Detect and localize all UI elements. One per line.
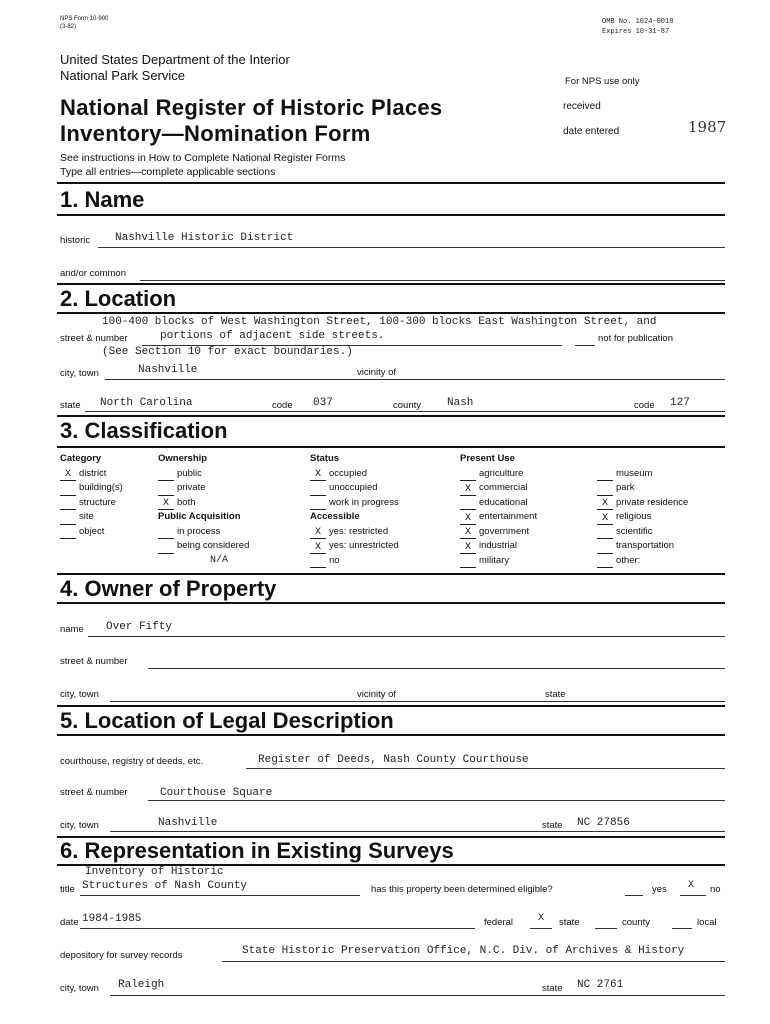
legal-state-value[interactable]: NC 27856 xyxy=(577,817,630,829)
acquisition-na: N/A xyxy=(210,554,229,566)
section-2-heading: 2. Location xyxy=(60,286,177,311)
use-transportation[interactable]: transportation xyxy=(597,539,688,554)
use-commercial[interactable]: X commercial xyxy=(460,481,537,496)
field-line xyxy=(148,668,725,669)
not-for-publication-label: not for publication xyxy=(598,333,673,344)
checkbox-line xyxy=(680,895,706,896)
checkbox-line xyxy=(530,928,552,929)
use-industrial[interactable]: X industrial xyxy=(460,539,537,554)
category-structure[interactable]: structure xyxy=(60,496,123,511)
field-line xyxy=(80,895,360,896)
divider xyxy=(57,283,725,285)
field-line xyxy=(105,379,725,380)
section-1-heading: 1. Name xyxy=(60,187,145,212)
acquisition-being-considered[interactable]: being considered xyxy=(158,539,249,554)
category-site[interactable]: site xyxy=(60,510,123,525)
present-use-column-2 xyxy=(597,452,688,568)
common-name-label: and/or common xyxy=(60,268,127,279)
field-line xyxy=(98,247,725,248)
local-level-label[interactable]: local xyxy=(697,917,717,928)
form-title: National Register of Historic Places xyxy=(60,95,443,120)
status-work-in-progress[interactable]: work in progress xyxy=(310,496,399,511)
depository-value[interactable]: State Historic Preservation Office, N.C. Div. of Archives & History xyxy=(242,945,685,957)
ownership-both[interactable]: X both xyxy=(158,496,249,511)
omb-number: OMB No. 1024-0018 xyxy=(602,18,674,26)
survey-state-label: state xyxy=(542,983,563,994)
accessible-no[interactable]: no xyxy=(310,554,399,569)
use-military[interactable]: military xyxy=(460,554,537,569)
field-line xyxy=(110,831,725,832)
owner-state-label: state xyxy=(545,689,566,700)
checkbox-line xyxy=(625,895,643,896)
street-number-label: street & number xyxy=(60,333,128,344)
county-value[interactable]: Nash xyxy=(447,397,474,409)
street-address-line-2[interactable]: portions of adjacent side streets. xyxy=(160,330,385,342)
divider xyxy=(57,705,725,707)
eligible-question: has this property been determined eligible? xyxy=(371,884,553,895)
received-label: received xyxy=(563,101,601,112)
category-header: Category xyxy=(60,453,102,464)
survey-state-value[interactable]: NC 2761 xyxy=(577,979,624,991)
divider xyxy=(57,602,725,604)
field-line xyxy=(110,995,725,996)
divider xyxy=(57,415,725,417)
legal-street-label: street & number xyxy=(60,787,128,798)
courthouse-value[interactable]: Register of Deeds, Nash County Courthouse xyxy=(258,754,529,766)
status-column xyxy=(310,452,399,568)
acquisition-in-process[interactable]: in process xyxy=(158,525,249,540)
use-museum[interactable]: museum xyxy=(597,467,688,482)
field-line xyxy=(140,280,725,281)
depository-label: depository for survey records xyxy=(60,950,183,961)
expiration-date: Expires 10-31-87 xyxy=(602,28,670,36)
field-line xyxy=(222,961,725,962)
category-column xyxy=(60,452,123,539)
state-code-value[interactable]: 037 xyxy=(313,397,333,409)
street-address-line-3[interactable]: (See Section 10 for exact boundaries.) xyxy=(102,346,353,358)
street-address-line-1[interactable]: 100-400 blocks of West Washington Street, 100-300 blocks East Washington Street, and xyxy=(102,316,657,328)
courthouse-label: courthouse, registry of deeds, etc. xyxy=(60,756,204,767)
divider xyxy=(57,734,725,736)
form-number: NPS Form 10-900 xyxy=(60,16,109,22)
handwritten-year: 1987 xyxy=(688,118,727,136)
form-subtitle: Inventory—Nomination Form xyxy=(60,121,371,146)
survey-title-line-1[interactable]: Inventory of Historic xyxy=(85,866,224,878)
category-object[interactable]: object xyxy=(60,525,123,540)
owner-name-label: name xyxy=(60,624,84,635)
state-value[interactable]: North Carolina xyxy=(100,397,193,409)
use-private-residence[interactable]: X private residence xyxy=(597,496,688,511)
county-label: county xyxy=(393,400,421,411)
accessible-yes-unrestricted[interactable]: X yes: unrestricted xyxy=(310,539,399,554)
instructions-line-1: See instructions in How to Complete National Register Forms xyxy=(60,152,346,164)
state-level-label[interactable]: state xyxy=(559,917,580,928)
historic-name-value[interactable]: Nashville Historic District xyxy=(115,232,294,244)
field-line xyxy=(246,768,725,769)
use-other[interactable]: other: xyxy=(597,554,688,569)
department-name: United States Department of the Interior xyxy=(60,52,290,67)
ownership-header: Ownership xyxy=(158,453,208,464)
acquisition-header: Public Acquisition xyxy=(158,511,241,522)
nps-use-only-label: For NPS use only xyxy=(565,76,640,87)
divider xyxy=(57,573,725,575)
use-educational[interactable]: educational xyxy=(460,496,537,511)
section-3-heading: 3. Classification xyxy=(60,418,228,443)
city-town-value[interactable]: Nashville xyxy=(138,364,198,376)
use-religious[interactable]: X religious xyxy=(597,510,688,525)
eligible-no-mark[interactable]: X xyxy=(688,880,695,891)
instructions-line-2: Type all entries—complete applicable sections xyxy=(60,166,276,178)
checkbox-line xyxy=(575,345,595,346)
legal-street-value[interactable]: Courthouse Square xyxy=(160,787,273,799)
eligible-no-label[interactable]: no xyxy=(710,884,721,895)
section-5-heading: 5. Location of Legal Description xyxy=(60,708,394,733)
state-level-mark[interactable]: X xyxy=(538,913,545,924)
present-use-header: Present Use xyxy=(460,453,515,464)
category-buildings[interactable]: building(s) xyxy=(60,481,123,496)
legal-state-label: state xyxy=(542,820,563,831)
divider xyxy=(57,214,725,216)
eligible-yes-label[interactable]: yes xyxy=(652,884,667,895)
divider xyxy=(57,182,725,184)
category-district[interactable]: X district xyxy=(60,467,123,482)
checkbox-line xyxy=(595,928,617,929)
status-occupied[interactable]: X occupied xyxy=(310,467,399,482)
city-town-label: city, town xyxy=(60,368,99,379)
county-code-label: code xyxy=(634,400,655,411)
field-line xyxy=(110,701,725,702)
ownership-column xyxy=(158,452,249,568)
section-4-heading: 4. Owner of Property xyxy=(60,576,277,601)
state-code-label: code xyxy=(272,400,293,411)
owner-name-value[interactable]: Over Fifty xyxy=(106,621,173,633)
checkbox-line xyxy=(672,928,692,929)
field-line xyxy=(148,800,725,801)
present-use-column xyxy=(460,452,537,568)
status-unoccupied[interactable]: unoccupied xyxy=(310,481,399,496)
county-code-value[interactable]: 127 xyxy=(670,397,690,409)
use-scientific[interactable]: scientific xyxy=(597,525,688,540)
field-line xyxy=(88,636,725,637)
survey-city-label: city, town xyxy=(60,983,99,994)
state-label: state xyxy=(60,400,81,411)
use-park[interactable]: park xyxy=(597,481,688,496)
use-entertainment[interactable]: X entertainment xyxy=(460,510,537,525)
field-line xyxy=(85,411,725,412)
divider xyxy=(57,446,725,448)
survey-date-value[interactable]: 1984-1985 xyxy=(82,913,142,925)
ownership-private[interactable]: private xyxy=(158,481,249,496)
survey-title-label: title xyxy=(60,884,75,895)
field-line xyxy=(80,928,475,929)
historic-label: historic xyxy=(60,235,91,246)
survey-title-line-2[interactable]: Structures of Nash County xyxy=(82,880,248,892)
vicinity-label: vicinity of xyxy=(357,367,397,378)
federal-label[interactable]: federal xyxy=(484,917,514,928)
use-agriculture[interactable]: agriculture xyxy=(460,467,537,482)
county-level-label[interactable]: county xyxy=(622,917,650,928)
date-entered-label: date entered xyxy=(563,126,620,137)
ownership-public[interactable]: public xyxy=(158,467,249,482)
owner-street-label: street & number xyxy=(60,656,128,667)
section-6-heading: 6. Representation in Existing Surveys xyxy=(60,838,454,863)
status-header: Status xyxy=(310,453,340,464)
use-government[interactable]: X government xyxy=(460,525,537,540)
accessible-yes-restricted[interactable]: X yes: restricted xyxy=(310,525,399,540)
legal-city-value[interactable]: Nashville xyxy=(158,817,218,829)
survey-city-value[interactable]: Raleigh xyxy=(118,979,165,991)
owner-city-label: city, town xyxy=(60,689,99,700)
survey-date-label: date xyxy=(60,917,79,928)
divider xyxy=(57,312,725,314)
owner-vicinity-label: vicinity of xyxy=(357,689,397,700)
agency-name: National Park Service xyxy=(60,68,185,83)
form-date: (3-82) xyxy=(60,24,77,30)
accessible-header: Accessible xyxy=(310,511,360,522)
legal-city-label: city, town xyxy=(60,820,99,831)
